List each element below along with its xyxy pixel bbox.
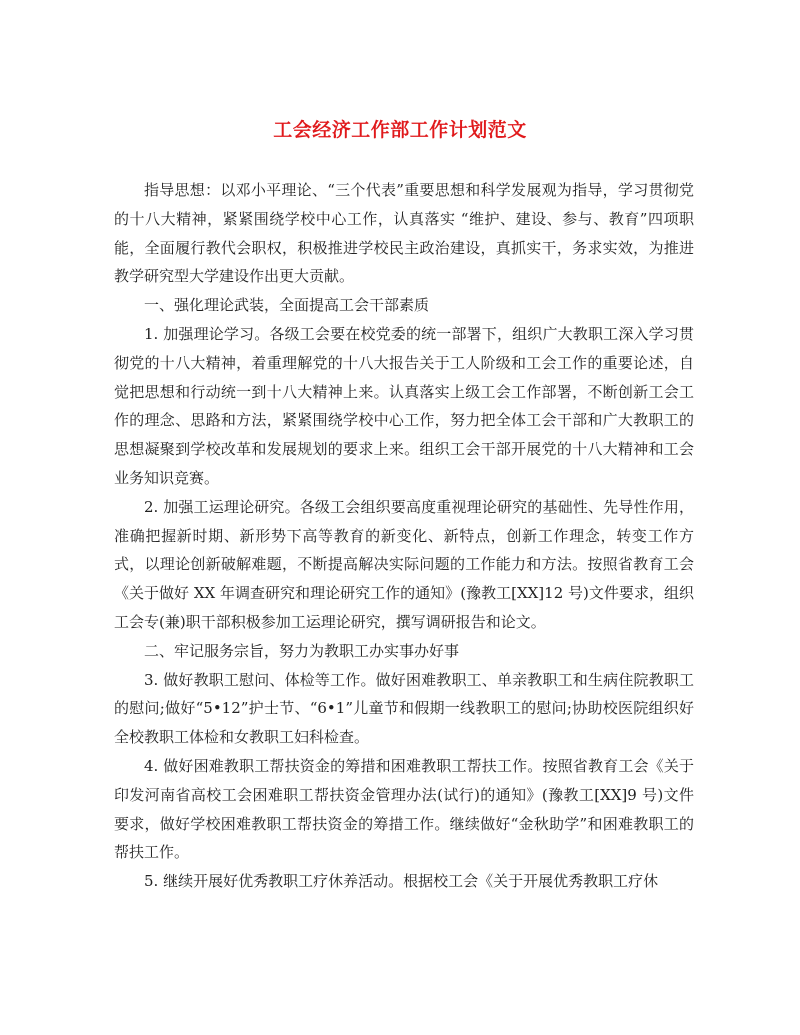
paragraph-item-5: 5. 继续开展好优秀教职工疗休养活动。根据校工会《关于开展优秀教职工疗休	[144, 872, 659, 891]
paragraph-item-4: 4. 做好困难教职工帮扶资金的筹措和困难教职工帮扶工作。按照省教育工会《关于印发河南省高校工会困难职工帮扶资金管理办法(试行)的通知》(豫教工[XX]9 号)文件要求，做好学校困难教职工帮扶资金的筹措工作。继续做好“金秋助学”和困难教职工的帮扶工作。	[114, 756, 694, 862]
paragraph-guiding-thought: 指导思想：以邓小平理论、“三个代表”重要思想和科学发展观为指导，学习贯彻党的十八大精神，紧紧围绕学校中心工作，认真落实 “维护、建设、参与、教育”四项职能，全面履行教代会职权，积极推进学校民主政治建设，真抓实干，务求实效，为推进教学研究型大学建设作出更大贡献。	[114, 181, 694, 286]
section-heading-2: 二、牢记服务宗旨，努力为教职工办实事办好事	[144, 641, 460, 660]
paragraph-item-3: 3. 做好教职工慰问、体检等工作。做好困难教职工、单亲教职工和生病住院教职工的慰问;做好“5•12”护士节、“6•1”儿童节和假期一线教职工的慰问;协助校医院组织好全校教职工体检和女教职工妇科检查。	[114, 670, 694, 747]
paragraph-item-1: 1. 加强理论学习。各级工会要在校党委的统一部署下，组织广大教职工深入学习贯彻党的十八大精神，着重理解党的十八大报告关于工人阶级和工会工作的重要论述，自觉把思想和行动统一到十八大精神上来。认真落实上级工会工作部署，不断创新工会工作的理念、思路和方法，紧紧围绕学校中心工作，努力把全体工会干部和广大教职工的思想凝聚到学校改革和发展规划的要求上来。组织工会干部开展党的十八大精神和工会业务知识竞赛。	[114, 324, 694, 487]
document-title: 工会经济工作部工作计划范文	[273, 119, 527, 141]
paragraph-item-2: 2. 加强工运理论研究。各级工会组织要高度重视理论研究的基础性、先导性作用，准确把握新时期、新形势下高等教育的新变化、新特点，创新工作理念，转变工作方式，以理论创新破解难题，不断提高解决实际问题的工作能力和方法。按照省教育工会《关于做好 XX 年调查研究和理论研究工作的通知》(豫教工[XX]12 号)文件要求，组织工会专(兼)职干部积极参加工运理论研究，撰写调研报告和论文。	[114, 497, 694, 631]
section-heading-1: 一、强化理论武装，全面提高工会干部素质	[144, 296, 430, 315]
document-body	[114, 176, 694, 896]
